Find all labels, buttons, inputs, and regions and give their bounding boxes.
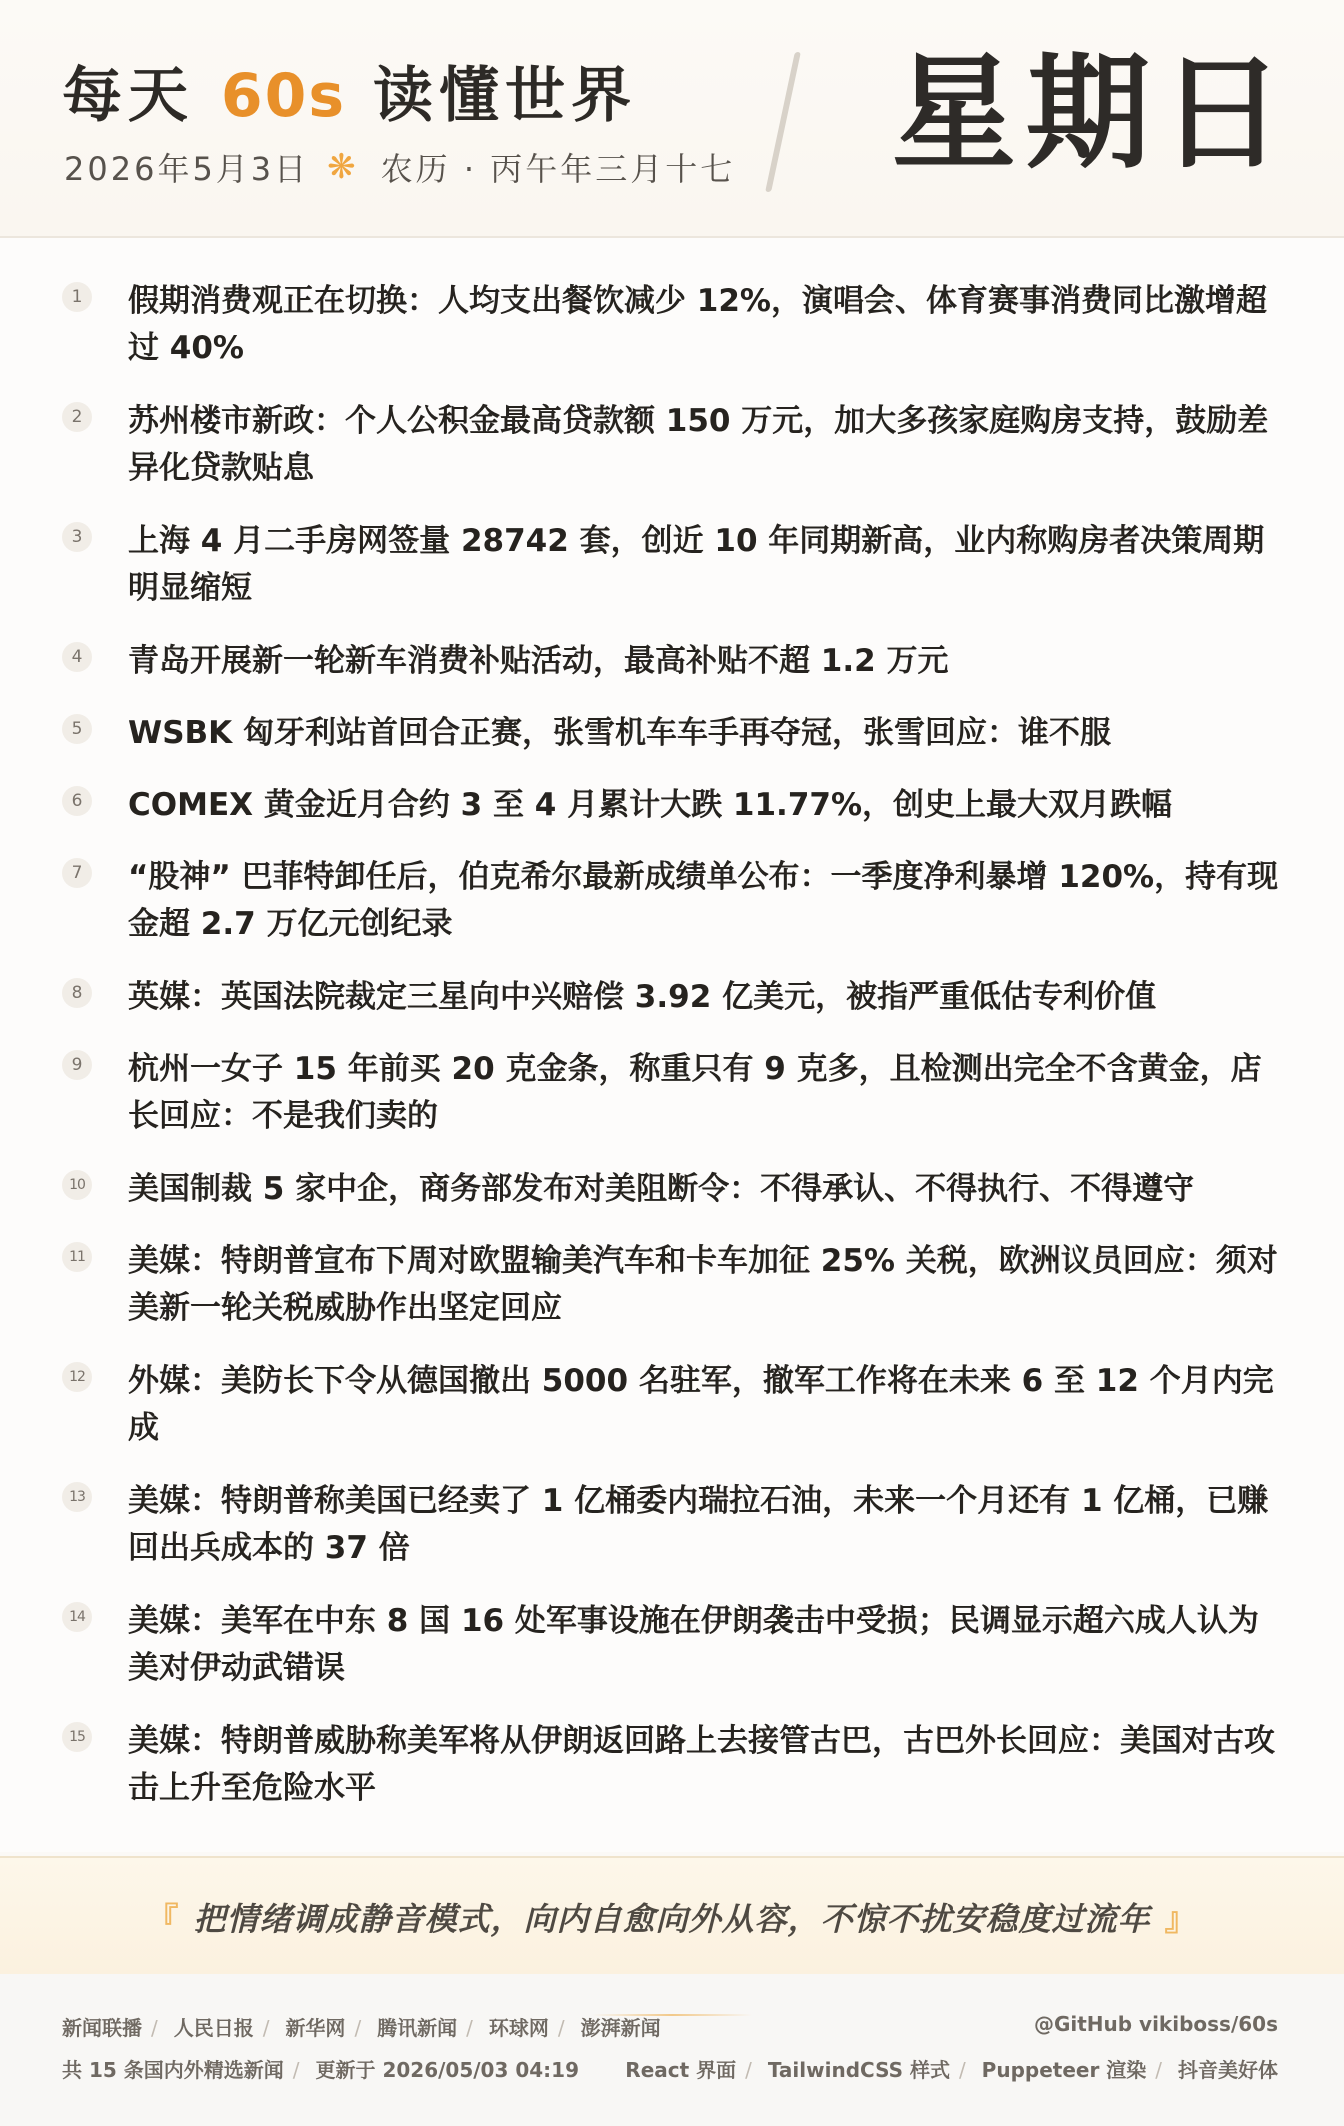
page-title [62, 48, 637, 134]
item-text: 上海 4 月二手房网签量 28742 套，创近 10 年同期新高，业内称购房者决策周期明显缩短 [128, 523, 1265, 606]
item-number: 11 [62, 1242, 92, 1272]
source-link[interactable]: 澎湃新闻 [580, 2016, 661, 2040]
title-accent: 60s [220, 61, 347, 131]
item-text: 青岛开展新一轮新车消费补贴活动，最高补贴不超 1.2 万元 [128, 643, 949, 679]
item-number: 12 [62, 1362, 92, 1392]
item-text: 杭州一女子 15 年前买 20 克金条，称重只有 9 克多，且检测出完全不含黄金，店长回应：不是我们卖的 [128, 1051, 1262, 1134]
quote-text: 把情绪调成静音模式，向内自愈向外从容，不惊不扰安稳度过流年 [193, 1900, 1151, 1938]
list-item [62, 1598, 1282, 1692]
tech-item: Puppeteer 渲染 [981, 2058, 1147, 2082]
list-item [62, 1718, 1282, 1812]
repo-link[interactable]: @GitHub vikiboss/60s [1033, 2012, 1278, 2036]
sun-icon: ❋ [327, 147, 359, 187]
footer-meta: 共 15 条国内外精选新闻 / 更新于 2026/05/03 04:19 [62, 2058, 580, 2082]
item-number: 6 [62, 786, 92, 816]
list-item [62, 710, 1282, 757]
item-text: 外媒：美防长下令从德国撤出 5000 名驻军，撤军工作将在未来 6 至 12 个月内完成 [128, 1363, 1274, 1446]
list-item [62, 278, 1282, 372]
list-item [62, 1478, 1282, 1572]
title-prefix: 每天 [62, 61, 194, 131]
list-item [62, 782, 1282, 829]
tech-credits: React 界面 / TailwindCSS 样式 / Puppeteer 渲染 / 抖音美好体 [625, 2058, 1278, 2082]
lunar-date: 农历 · 丙午年三月十七 [380, 150, 736, 188]
item-text: 美国制裁 5 家中企，商务部发布对美阻断令：不得承认、不得执行、不得遵守 [128, 1171, 1195, 1207]
list-item [62, 974, 1282, 1021]
update-time: 更新于 2026/05/03 04:19 [315, 2058, 580, 2082]
date-line [64, 144, 735, 190]
source-link[interactable]: 人民日报 [173, 2016, 254, 2040]
item-number: 4 [62, 642, 92, 672]
tech-item: TailwindCSS 样式 [767, 2058, 950, 2082]
item-text: COMEX 黄金近月合约 3 至 4 月累计大跌 11.77%，创史上最大双月跌幅 [128, 787, 1173, 823]
divider-slash [765, 52, 801, 192]
source-link[interactable]: 环球网 [488, 2016, 549, 2040]
list-item [62, 518, 1282, 612]
tech-item: 抖音美好体 [1178, 2058, 1278, 2082]
item-number: 13 [62, 1482, 92, 1512]
item-text: “股神” 巴菲特卸任后，伯克希尔最新成绩单公布：一季度净利暴增 120%，持有现金超 2.7 万亿元创纪录 [128, 859, 1279, 942]
item-text: 英媒：英国法院裁定三星向中兴赔偿 3.92 亿美元，被指严重低估专利价值 [128, 979, 1157, 1015]
quote-band [0, 1856, 1344, 1976]
item-text: 美媒：特朗普宣布下周对欧盟输美汽车和卡车加征 25% 关税，欧洲议员回应：须对美新一轮关税威胁作出坚定回应 [128, 1243, 1278, 1326]
list-item [62, 1046, 1282, 1140]
source-link[interactable]: 新闻联播 [62, 2016, 142, 2040]
quote-open-mark: 『 [146, 1900, 180, 1938]
list-item [62, 638, 1282, 685]
news-list [0, 238, 1344, 1852]
list-item [62, 854, 1282, 948]
news-count: 共 15 条国内外精选新闻 [62, 2058, 284, 2082]
footer [0, 1974, 1344, 2126]
tech-item: React 界面 [625, 2058, 737, 2082]
item-number: 1 [62, 282, 92, 312]
item-number: 9 [62, 1050, 92, 1080]
item-number: 5 [62, 714, 92, 744]
source-link[interactable]: 腾讯新闻 [377, 2016, 458, 2040]
list-item [62, 1238, 1282, 1332]
header [0, 0, 1344, 238]
list-item [62, 1166, 1282, 1213]
item-text: 美媒：特朗普威胁称美军将从伊朗返回路上去接管古巴，古巴外长回应：美国对古攻击上升至危险水平 [128, 1723, 1275, 1806]
item-number: 8 [62, 978, 92, 1008]
item-text: 美媒：特朗普称美国已经卖了 1 亿桶委内瑞拉石油，未来一个月还有 1 亿桶，已赚回出兵成本的 37 倍 [128, 1483, 1269, 1566]
item-number: 7 [62, 858, 92, 888]
item-text: 苏州楼市新政：个人公积金最高贷款额 150 万元，加大多孩家庭购房支持，鼓励差异化贷款贴息 [128, 403, 1269, 486]
list-item [62, 1358, 1282, 1452]
weekday: 星期日 [892, 42, 1295, 186]
item-text: 假期消费观正在切换：人均支出餐饮减少 12%，演唱会、体育赛事消费同比激增超过 40% [128, 283, 1267, 366]
list-item [62, 398, 1282, 492]
item-text: 美媒：美军在中东 8 国 16 处军事设施在伊朗袭击中受损；民调显示超六成人认为美对伊动武错误 [128, 1603, 1259, 1686]
item-number: 14 [62, 1602, 92, 1632]
source-link[interactable]: 新华网 [285, 2016, 346, 2040]
item-number: 15 [62, 1722, 92, 1752]
daily-quote [0, 1894, 1344, 1940]
item-number: 2 [62, 402, 92, 432]
quote-close-mark: 』 [1164, 1900, 1198, 1938]
item-text: WSBK 匈牙利站首回合正赛，张雪机车车手再夺冠，张雪回应：谁不服 [128, 715, 1111, 751]
item-number: 10 [62, 1170, 92, 1200]
solar-date: 2026年5月3日 [64, 150, 310, 188]
item-number: 3 [62, 522, 92, 552]
title-suffix: 读懂世界 [373, 61, 637, 131]
source-list: 新闻联播 / 人民日报 / 新华网 / 腾讯新闻 / 环球网 / 澎湃新闻 [62, 2016, 661, 2040]
